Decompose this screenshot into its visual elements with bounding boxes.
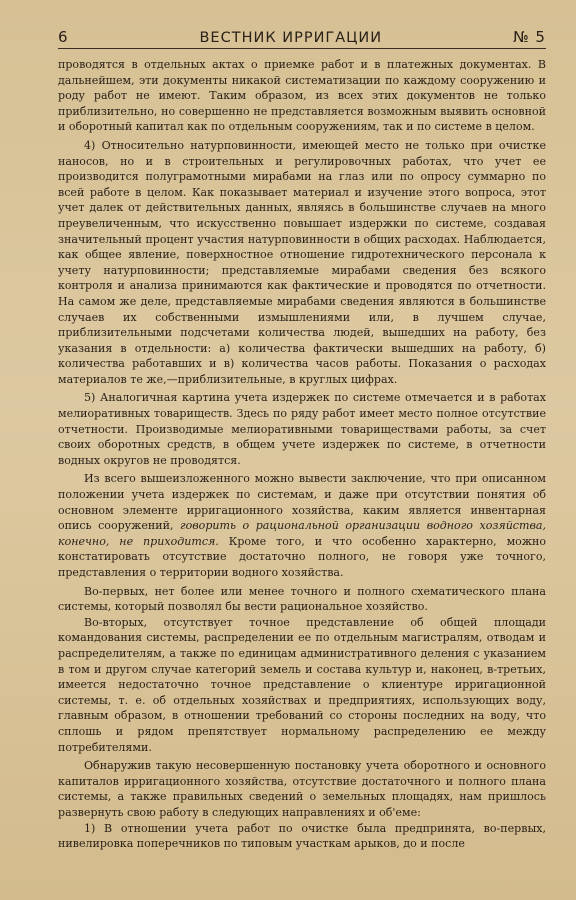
- conclusion-text-start: Из всего вышеизложенного можно вывести заключение, что при описанном положении учета издержек по системам, и даже при отсутствии понятия об основном элементе ирригационного хозяйства, каким является инвентарная опись сооружений,: [58, 472, 546, 533]
- conclusion-emphasis: говорить о рациональной организации водного хозяйства, конечно, не приходится.: [58, 519, 546, 548]
- conclusion-text-end: Кроме того, и что особенно характерно, можно констатировать отсутствие достаточно полного, не говоря уже точного, представления о территории водного хозяйства.: [58, 534, 546, 579]
- paragraph-second-point: Во-вторых, отсутствует точное представление об общей площади командования системы, распределении ее по отдельным магистралям, отводам и распределителям, а также по единицам административного деления с указанием в том и другом случае категорий земель и состава культур и, наконец, в-третьих, имеется недостаточно точное представление о клиентуре ирригационной системы, т. е. об отдельных хозяйствах и предприятиях, использующих воду, главным образом, в отношении требований со стороны последних на воду, что сплошь и рядом препятствует нормальному распределению ее между потребителями.: [58, 615, 546, 754]
- paragraph-item-1: 1) В отношении учета работ по очистке была предпринята, во-первых, нивелировка поперечников по типовым участкам арыков, до и после: [58, 821, 546, 851]
- paragraph-item-4: 4) Относительно натурповинности, имеющей место не только при очистке наносов, но и в строительных и регулировочных работах, что учет ее производится полуграмотными мирабами на глаз или по опросу суммарно по всей работе в целом. Как показывает материал и изучение этого вопроса, этот учет далек от действительных данных, являясь в большинстве случаев на много преувеличенным, что искусственно повышает издержки по системе, создавая значительный процент участия натурповинности в общих расходах. Наблюдается, как общее явление, поверхностное отношение гидротехнического персонала к учету натурповинности; представляемые мирабами сведения без всякого контроля и анализа принимаются как фактические и проводятся по отчетности. На самом же деле, представляемые мирабами сведения являются в большинстве случаев их собственными измышлениями или, в лучшем случае, приблизительными подсчетами количества людей, вышедших на работу, без указания в отдельности: а) количества фактически вышедших на работу, б) количества работавших и в) количества часов работы. Показания о расходах материалов те же,—приблизительные, в круглых цифрах.: [58, 138, 546, 386]
- page-number: 6: [58, 28, 69, 46]
- paragraph-directions: Обнаружив такую несовершенную постановку учета оборотного и основного капиталов ирригационного хозяйства, отсутствие достаточного и полного плана системы, а также правильных сведений о земельных площадях, нам пришлось развернуть свою работу в следующих направлениях и об'еме:: [58, 759, 546, 819]
- paragraph-conclusion: [58, 471, 546, 580]
- paragraph-item-5: 5) Аналогичная картина учета издержек по системе отмечается и в работах мелиоративных товариществ. Здесь по ряду работ имеет место полное отсутствие отчетности. Производимые мелиоративными товариществами работы, за счет своих оборотных средств, в общем учете издержек по системе, в отчетности водных округов не проводятся.: [58, 391, 546, 467]
- journal-title: ВЕСТНИК ИРРИГАЦИИ: [199, 30, 383, 46]
- article-body: [58, 57, 546, 852]
- paragraph-continuation: проводятся в отдельных актах о приемке работ и в платежных документах. В дальнейшем, эти документы никакой систематизации по каждому сооружению и роду работ не имеют. Таким образом, из всех этих документов не только приблизительно, но совершенно не представляется возможным выявить основной и оборотный капитал как по отдельным сооружениям, так и по системе в целом.: [58, 58, 546, 134]
- paragraph-first-point: Во-первых, нет более или менее точного и полного схематического плана системы, который позволял бы вести рациональное хозяйство.: [58, 584, 546, 614]
- issue-number: № 5: [513, 28, 546, 46]
- page-header: [58, 28, 546, 49]
